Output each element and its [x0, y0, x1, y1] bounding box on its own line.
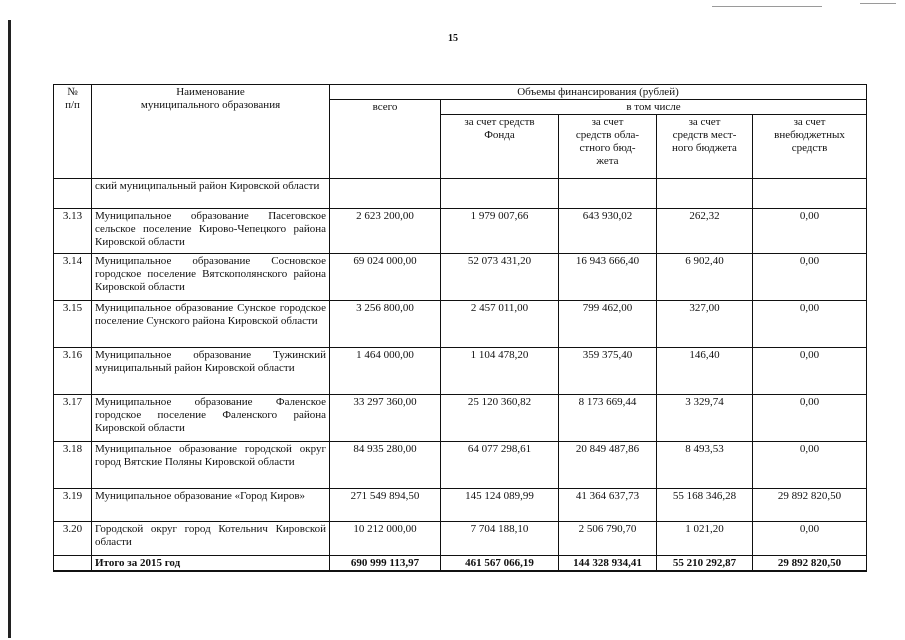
total-num	[54, 556, 92, 572]
row-total: 69 024 000,00	[330, 254, 441, 301]
financing-table	[53, 84, 867, 572]
row-total: 271 549 894,50	[330, 489, 441, 522]
table-row	[54, 301, 867, 348]
row-off: 29 892 820,50	[753, 489, 867, 522]
cell-fund	[441, 179, 559, 209]
total-off: 29 892 820,50	[753, 556, 867, 572]
row-total: 2 623 200,00	[330, 209, 441, 254]
header-regional: за счет средств обла- стного бюд- жета	[559, 115, 657, 179]
header-fund: за счет средств Фонда	[441, 115, 559, 179]
table-row	[54, 395, 867, 442]
total-total: 690 999 113,97	[330, 556, 441, 572]
cell-local	[657, 179, 753, 209]
row-regional: 41 364 637,73	[559, 489, 657, 522]
row-regional: 2 506 790,70	[559, 522, 657, 556]
total-label: Итого за 2015 год	[92, 556, 330, 572]
table-row	[54, 254, 867, 301]
row-num: 3.19	[54, 489, 92, 522]
row-local: 6 902,40	[657, 254, 753, 301]
scan-mark	[712, 6, 822, 7]
table-row	[54, 522, 867, 556]
header-total: всего	[330, 100, 441, 179]
row-name: Муниципальное образование городской округ город Вятские Поляны Кировской области	[92, 442, 330, 489]
header-incl: в том числе	[441, 100, 867, 115]
row-fund: 145 124 089,99	[441, 489, 559, 522]
continuation-row	[54, 179, 867, 209]
row-fund: 2 457 011,00	[441, 301, 559, 348]
header-name: Наименование муниципального образования	[92, 85, 330, 179]
row-off: 0,00	[753, 254, 867, 301]
row-num: 3.13	[54, 209, 92, 254]
scan-left-edge	[8, 20, 11, 638]
row-name: Муниципальное образование Сунское городское поселение Сунского района Кировской области	[92, 301, 330, 348]
cell-total	[330, 179, 441, 209]
row-total: 33 297 360,00	[330, 395, 441, 442]
continuation-text: ский муниципальный район Кировской области	[92, 179, 330, 209]
row-local: 146,40	[657, 348, 753, 395]
row-name: Муниципальное образование Пасеговское сельское поселение Кирово-Чепецкого района Кировской области	[92, 209, 330, 254]
row-num: 3.16	[54, 348, 92, 395]
row-name: Муниципальное образование «Город Киров»	[92, 489, 330, 522]
row-num: 3.15	[54, 301, 92, 348]
row-local: 8 493,53	[657, 442, 753, 489]
scan-mark	[860, 3, 896, 4]
header-offbudget: за счет внебюджетных средств	[753, 115, 867, 179]
table-row	[54, 348, 867, 395]
row-fund: 64 077 298,61	[441, 442, 559, 489]
row-fund: 7 704 188,10	[441, 522, 559, 556]
row-total: 3 256 800,00	[330, 301, 441, 348]
row-off: 0,00	[753, 348, 867, 395]
row-local: 55 168 346,28	[657, 489, 753, 522]
row-local: 262,32	[657, 209, 753, 254]
total-row	[54, 556, 867, 572]
row-num: 3.18	[54, 442, 92, 489]
row-local: 327,00	[657, 301, 753, 348]
row-total: 10 212 000,00	[330, 522, 441, 556]
page-number: 15	[448, 33, 458, 44]
row-regional: 8 173 669,44	[559, 395, 657, 442]
row-total: 84 935 280,00	[330, 442, 441, 489]
row-num: 3.14	[54, 254, 92, 301]
row-local: 1 021,20	[657, 522, 753, 556]
row-off: 0,00	[753, 209, 867, 254]
header-local: за счет средств мест- ного бюджета	[657, 115, 753, 179]
row-fund: 1 979 007,66	[441, 209, 559, 254]
row-regional: 20 849 487,86	[559, 442, 657, 489]
header-volumes: Объемы финансирования (рублей)	[330, 85, 867, 100]
row-regional: 643 930,02	[559, 209, 657, 254]
row-off: 0,00	[753, 442, 867, 489]
row-num: 3.17	[54, 395, 92, 442]
row-off: 0,00	[753, 395, 867, 442]
table-row	[54, 442, 867, 489]
table-row	[54, 489, 867, 522]
header-num: № п/п	[54, 85, 92, 179]
row-num: 3.20	[54, 522, 92, 556]
row-off: 0,00	[753, 301, 867, 348]
table-row	[54, 209, 867, 254]
row-name: Муниципальное образование Тужинский муниципальный район Кировской области	[92, 348, 330, 395]
total-local: 55 210 292,87	[657, 556, 753, 572]
cell-num	[54, 179, 92, 209]
total-regional: 144 328 934,41	[559, 556, 657, 572]
row-off: 0,00	[753, 522, 867, 556]
row-regional: 799 462,00	[559, 301, 657, 348]
cell-off	[753, 179, 867, 209]
row-regional: 16 943 666,40	[559, 254, 657, 301]
row-fund: 52 073 431,20	[441, 254, 559, 301]
total-fund: 461 567 066,19	[441, 556, 559, 572]
row-name: Муниципальное образование Сосновское городское поселение Вятскополянского района Кировской области	[92, 254, 330, 301]
row-local: 3 329,74	[657, 395, 753, 442]
row-fund: 25 120 360,82	[441, 395, 559, 442]
cell-regional	[559, 179, 657, 209]
row-name: Муниципальное образование Фаленское городское поселение Фаленского района Кировской области	[92, 395, 330, 442]
row-regional: 359 375,40	[559, 348, 657, 395]
header-row-1	[54, 85, 867, 100]
row-total: 1 464 000,00	[330, 348, 441, 395]
row-name: Городской округ город Котельнич Кировской области	[92, 522, 330, 556]
row-fund: 1 104 478,20	[441, 348, 559, 395]
